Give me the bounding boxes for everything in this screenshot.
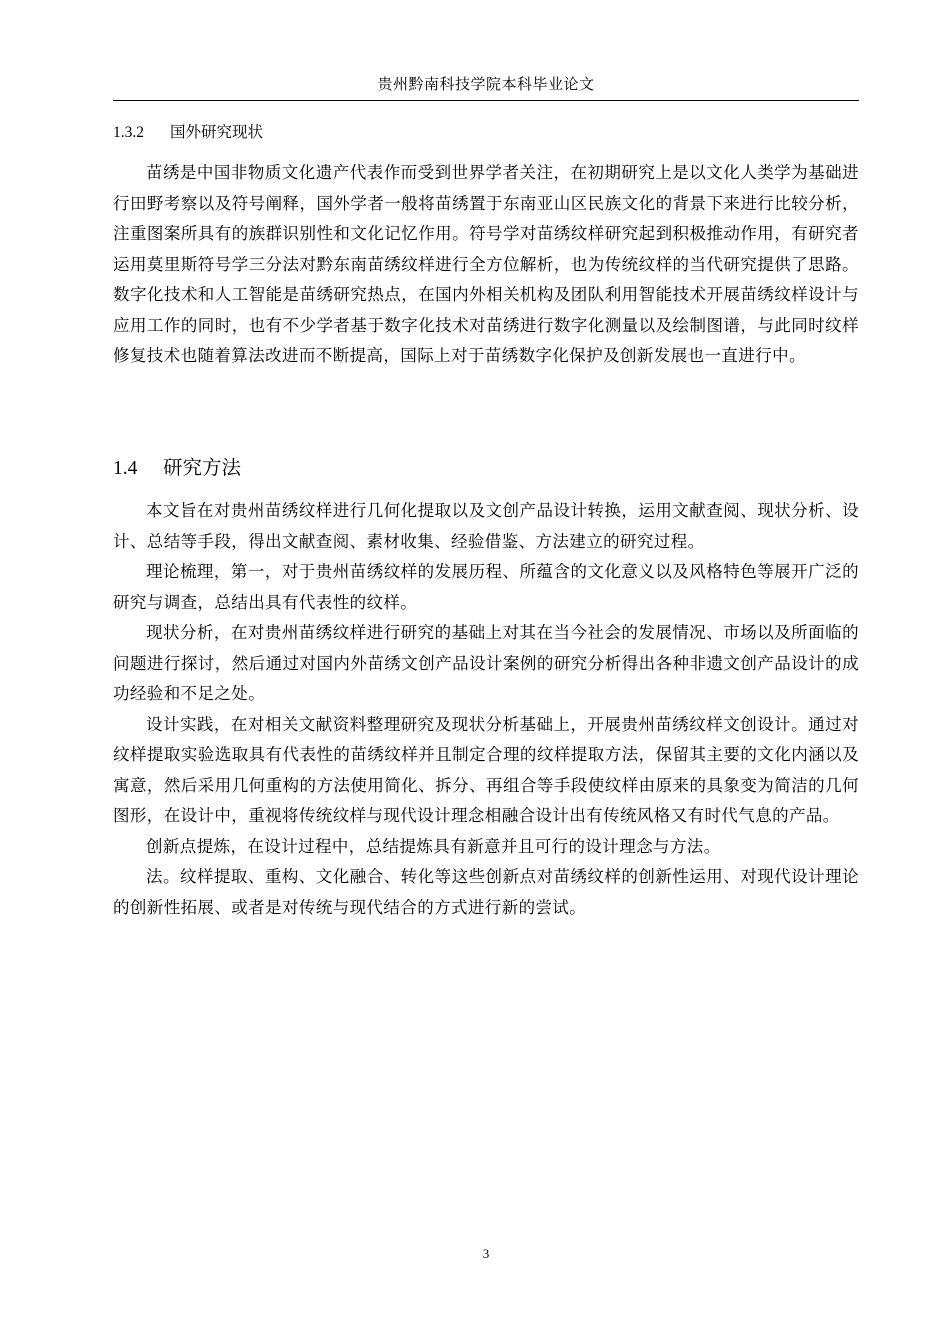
- section-1-4-body: [113, 496, 859, 923]
- paragraph: 设计实践，在对相关文献资料整理研究及现状分析基础上，开展贵州苗绣纹样文创设计。通过对纹样提取实验选取具有代表性的苗绣纹样并且制定合理的纹样提取方法，保留其主要的文化内涵以及寓意，然后采用几何重构的方法使用简化、拆分、再组合等手段使纹样由原来的具象变为简洁的几何图形，在设计中，重视将传统纹样与现代设计理念相融合设计出有传统风格又有时代气息的产品。: [113, 714, 859, 825]
- section-number: 1.4: [113, 458, 138, 479]
- section-title: 研究方法: [163, 456, 242, 479]
- header-rule: [113, 100, 859, 101]
- section-1-3-2-body: [113, 158, 859, 372]
- page-header: 贵州黔南科技学院本科毕业论文: [377, 75, 595, 93]
- paragraph: 苗绣是中国非物质文化遗产代表作而受到世界学者关注，在初期研究上是以文化人类学为基础进行田野考察以及符号阐释，国外学者一般将苗绣置于东南亚山区民族文化的背景下来进行比较分析，注重图案所具有的族群识别性和文化记忆作用。符号学对苗绣纹样研究起到积极推动作用，有研究者运用莫里斯符号学三分法对黔东南苗绣纹样进行全方位解析，也为传统纹样的当代研究提供了思路。数字化技术和人工智能是苗绣研究热点，在国内外相关机构及团队利用智能技术开展苗绣纹样设计与应用工作的同时，也有不少学者基于数字化技术对苗绣进行数字化测量以及绘制图谱，与此同时纹样修复技术也随着算法改进而不断提高，国际上对于苗绣数字化保护及创新发展也一直进行中。: [113, 163, 859, 365]
- section-number: 1.3.2: [113, 124, 144, 141]
- section-heading-1-4: [113, 454, 241, 483]
- paragraph: 理论梳理，第一，对于贵州苗绣纹样的发展历程、所蕴含的文化意义以及风格特色等展开广泛的研究与调查，总结出具有代表性的纹样。: [113, 562, 859, 612]
- paragraph: 本文旨在对贵州苗绣纹样进行几何化提取以及文创产品设计转换，运用文献查阅、现状分析、设计、总结等手段，得出文献查阅、素材收集、经验借鉴、方法建立的研究过程。: [113, 501, 859, 551]
- paragraph: 法。纹样提取、重构、文化融合、转化等这些创新点对苗绣纹样的创新性运用、对现代设计理论的创新性拓展、或者是对传统与现代结合的方式进行新的尝试。: [113, 867, 859, 917]
- paragraph: 创新点提炼，在设计过程中，总结提炼具有新意并且可行的设计理念与方法。: [146, 836, 721, 856]
- section-heading-1-3-2: [113, 120, 263, 145]
- paragraph: 现状分析，在对贵州苗绣纹样进行研究的基础上对其在当今社会的发展情况、市场以及所面临的问题进行探讨，然后通过对国内外苗绣文创产品设计案例的研究分析得出各种非遗文创产品设计的成功经验和不足之处。: [113, 623, 859, 703]
- page-number: 3: [482, 1246, 490, 1261]
- section-title: 国外研究现状: [170, 123, 264, 141]
